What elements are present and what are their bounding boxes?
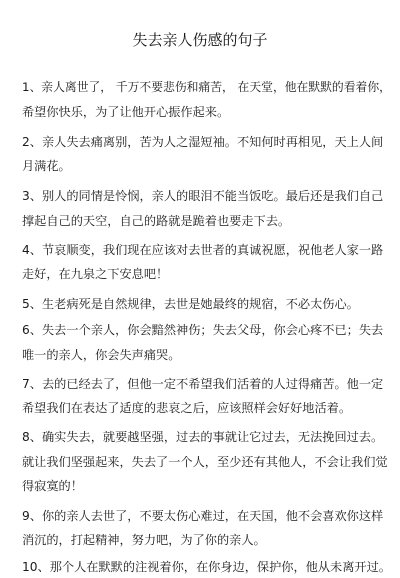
paragraph-7-line-1: 7、去的已经去了，但他一定不希望我们活着的人过得痛苦。他一定	[22, 377, 384, 391]
paragraph-4-line-1: 4、节哀顺变，我们现在应该对去世者的真诚祝愿，祝他老人家一路	[22, 243, 384, 257]
paragraph-3-line-1: 3、别人的同情是怜悯，亲人的眼泪不能当饭吃。最后还是我们自己	[22, 189, 384, 203]
paragraph-7-line-2: 希望我们在表达了适度的悲哀之后，应该照样会好好地活着。	[22, 401, 352, 415]
paragraph-1-line-2: 希望你快乐，为了让他开心振作起来。	[22, 105, 230, 119]
paragraph-8-line-1: 8、确实失去，就要越坚强，过去的事就让它过去，无法挽回过去。	[22, 430, 384, 444]
paragraph-9-line-2: 消沉的，打起精神，努力吧，为了你的亲人。	[22, 533, 266, 547]
paragraph-5-line-1: 5、生老病死是自然规律，去世是她最终的规宿，不必太伤心。	[22, 297, 359, 311]
paragraph-2-line-1: 2、亲人失去痛离别，苦为人之湿短袖。不知何时再相见，天上人间	[22, 135, 384, 149]
paragraph-9-line-1: 9、你的亲人去世了，不要太伤心难过，在天国，他不会喜欢你这样	[22, 509, 384, 523]
paragraph-8-line-3: 得寂寞的！	[22, 479, 83, 493]
paragraph-3-line-2: 撑起自己的天空，自己的路就是跪着也要走下去。	[22, 214, 291, 228]
paragraph-6-line-1: 6、失去一个亲人，你会黯然神伤；失去父母，你会心疼不已；失去	[22, 323, 384, 337]
paragraph-2-line-2: 月满花。	[22, 159, 71, 173]
paragraph-6-line-2: 唯一的亲人，你会失声痛哭。	[22, 348, 181, 362]
paragraph-8-line-2: 就让我们坚强起来，失去了一个人，至少还有其他人，不会让我们觉	[22, 455, 388, 469]
paragraph-1-line-1: 1、亲人离世了， 千万不要悲伤和痛苦， 在天堂，他在默默的看着你，	[22, 80, 391, 94]
paragraph-10-line-1: 10、那个人在默默的注视着你，在你身边，保护你，他从未离开过。	[22, 560, 391, 574]
paragraph-4-line-2: 走好，在九泉之下安息吧！	[22, 267, 169, 281]
document-title: 失去亲人伤感的句子	[132, 31, 268, 49]
